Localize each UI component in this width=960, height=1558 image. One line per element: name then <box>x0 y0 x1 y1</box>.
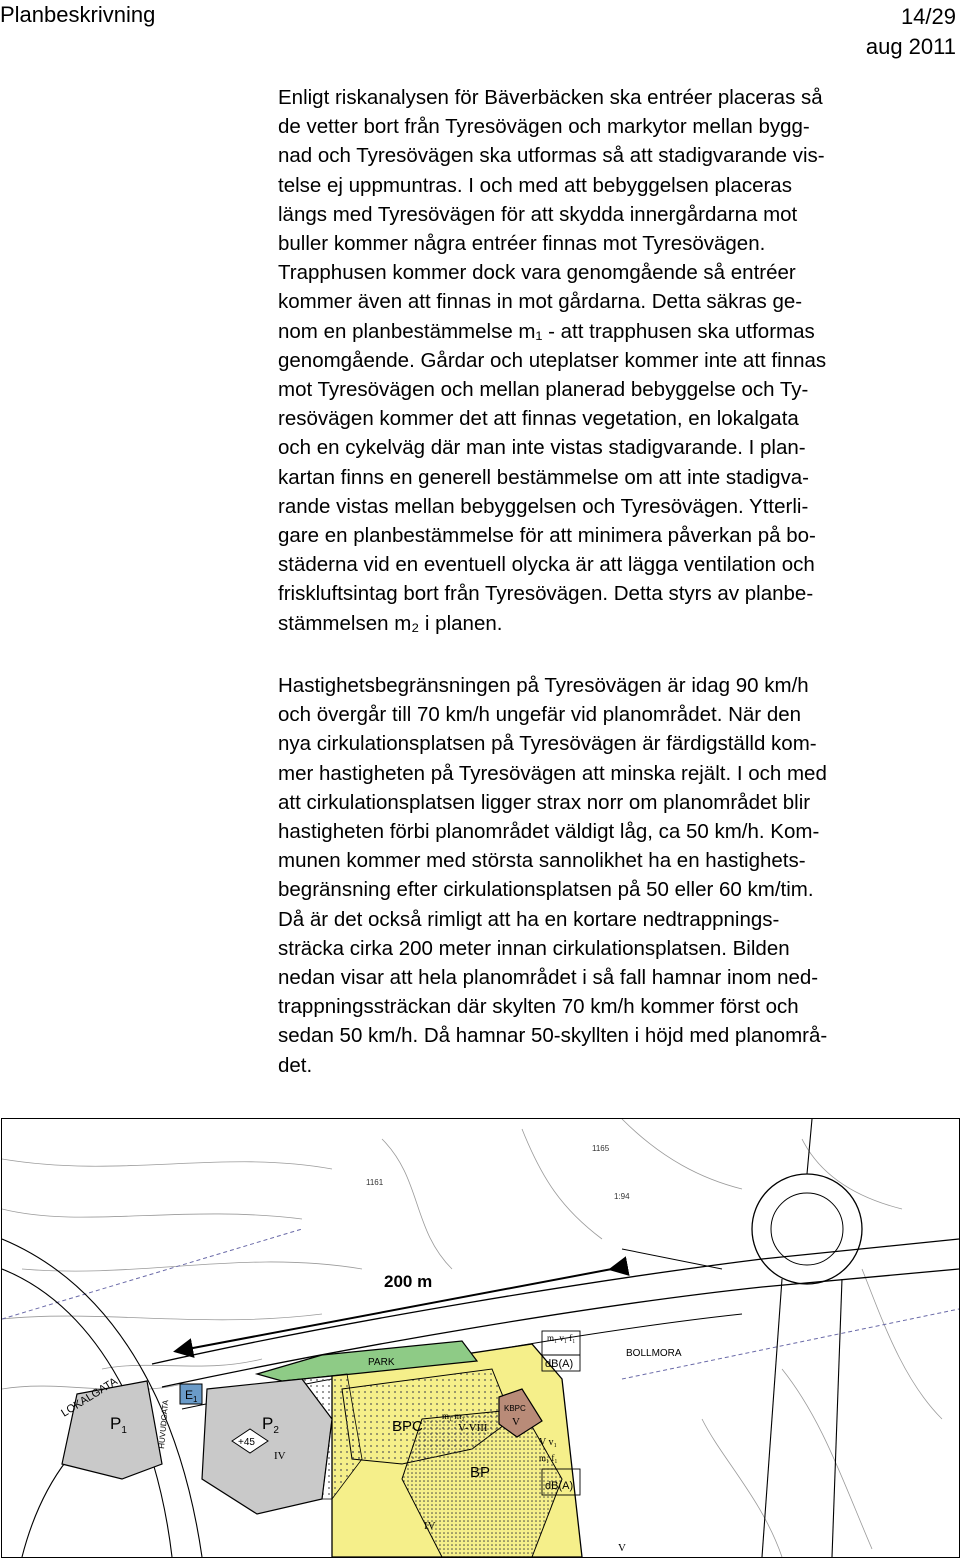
text-line: nya cirkulationsplatsen på Tyresövägen är färdigställd kom- <box>278 732 817 756</box>
text-line: friskluftsintag bort från Tyresövägen. Detta styrs av planbe- <box>278 582 814 606</box>
text-line: mer hastigheten på Tyresövägen att minska rejält. I och med <box>278 761 827 785</box>
page-number: 14/29 <box>900 4 956 29</box>
area-p2 <box>202 1379 332 1514</box>
label-1165: 1165 <box>592 1144 610 1153</box>
text-line: hastigheten förbi planområdet väldigt låg, ca 50 km/h. Kom- <box>278 820 820 844</box>
text-line: kommer även att finnas in mot gårdarna. Detta säkras ge- <box>278 290 803 314</box>
text-line: munen kommer med största sannolikhet ha en hastighets- <box>278 849 806 873</box>
document-date: aug 2011 <box>865 34 956 59</box>
text-line: sträcka cirka 200 meter innan cirkulationsplatsen. Bilden <box>278 936 790 960</box>
text-line: rande vistas mellan bebyggelsen och Tyresövägen. Ytterli- <box>278 494 809 518</box>
text-line: och övergår till 70 km/h ungefär vid planområdet. När den <box>278 703 802 727</box>
label-v-viii: V-VIII <box>458 1422 488 1434</box>
text-line: och en cykelväg där man inte vistas stadigvarande. I plan- <box>278 436 806 460</box>
label-m-mid: m₁ m₂ <box>442 1411 465 1421</box>
label-m-top: m₁ v₁ f₁ <box>547 1333 576 1343</box>
label-p2: $P_2$ <box>262 1414 279 1436</box>
label-iv-bottom: IV <box>424 1520 436 1532</box>
text-line: trappningssträckan där skylten 70 km/h kommer först och <box>278 995 799 1019</box>
label-v-right2: m₁ f₁ <box>539 1453 558 1463</box>
text-line: det. <box>278 1053 313 1077</box>
label-bpc: BPC <box>392 1418 423 1435</box>
label-kbpc-v: V <box>512 1416 520 1428</box>
roundabout <box>752 1119 862 1557</box>
text-line: buller kommer några entréer finnas mot Tyresövägen. <box>278 232 766 256</box>
text-line: Hastighetsbegränsningen på Tyresövägen är idag 90 km/h <box>278 674 809 697</box>
label-1161: 1161 <box>366 1178 384 1187</box>
text-line: Då är det också rimligt att ha en kortare nedtrappnings- <box>278 907 780 931</box>
text-line: telse ej uppmuntras. I och med att bebyggelsen placeras <box>278 173 792 197</box>
text-line: kartan finns en generell bestämmelse om att inte stadigva- <box>278 465 809 489</box>
distance-label: 200 m <box>384 1272 433 1291</box>
plan-map-svg <box>2 1119 959 1557</box>
label-lokalgata: LOKALGATA <box>59 1375 120 1420</box>
text-line: nad och Tyresövägen ska utformas så att stadigvarande vis- <box>278 144 825 168</box>
label-db-bottom: dB(A) <box>545 1480 574 1492</box>
text-line: längs med Tyresövägen för att skydda innergårdarna mot <box>278 202 798 226</box>
text-line: nom en planbestämmelse m₁ - att trapphusen ska utformas <box>278 319 815 343</box>
label-e1: $E_1$ <box>185 1388 198 1404</box>
text-line: gare en planbestämmelse för att minimera påverkan på bo- <box>278 524 816 548</box>
label-kbpc: KBPC <box>504 1404 526 1413</box>
text-line: genomgående. Gårdar och uteplatser kommer inte att finnas <box>278 348 827 372</box>
text-line: att cirkulationsplatsen ligger strax norr om planområdet blir <box>278 790 811 814</box>
text-line: stämmelsen m₂ i planen. <box>278 611 503 635</box>
document-title: Planbeskrivning <box>0 2 156 27</box>
label-db-top: dB(A) <box>545 1358 574 1370</box>
paragraph-risk-analysis <box>278 83 960 638</box>
text-line: sedan 50 km/h. Då hamnar 50-skyllten i höjd med planområ- <box>278 1024 828 1048</box>
text-line: mot Tyresövägen och mellan planerad bebyggelse och Ty- <box>278 378 809 402</box>
label-p1: $P_1$ <box>110 1414 127 1436</box>
label-park: PARK <box>368 1357 395 1368</box>
text-line: de vetter bort från Tyresövägen och markytor mellan bygg- <box>278 115 810 139</box>
paragraph-speed-limit <box>278 671 960 1080</box>
text-line: Trapphusen kommer dock vara genomgående så entréer <box>278 261 796 285</box>
plan-map-figure <box>1 1118 960 1558</box>
label-v-bottom: V <box>618 1542 626 1554</box>
header-meta <box>866 2 956 62</box>
text-line: städerna vid en eventuell olycka är att lägga ventilation och <box>278 553 815 577</box>
text-line: begränsning efter cirkulationsplatsen på 50 eller 60 km/tim. <box>278 878 814 902</box>
label-huvudgata: HUVUDGATA <box>157 1399 171 1450</box>
label-iv-left: IV <box>274 1450 286 1462</box>
label-bollmora: BOLLMORA <box>626 1348 682 1359</box>
label-bp: BP <box>470 1464 491 1481</box>
text-line: nedan visar att hela planområdet i så fall hamnar inom ned- <box>278 966 819 990</box>
text-line: Enligt riskanalysen för Bäverbäcken ska entréer placeras så <box>278 86 823 109</box>
label-v-right: V v₁ <box>539 1437 558 1448</box>
label-plus45: +45 <box>238 1437 255 1448</box>
text-line: resövägen kommer det att finnas vegetation, en lokalgata <box>278 407 799 431</box>
label-194: 1:94 <box>614 1192 630 1201</box>
